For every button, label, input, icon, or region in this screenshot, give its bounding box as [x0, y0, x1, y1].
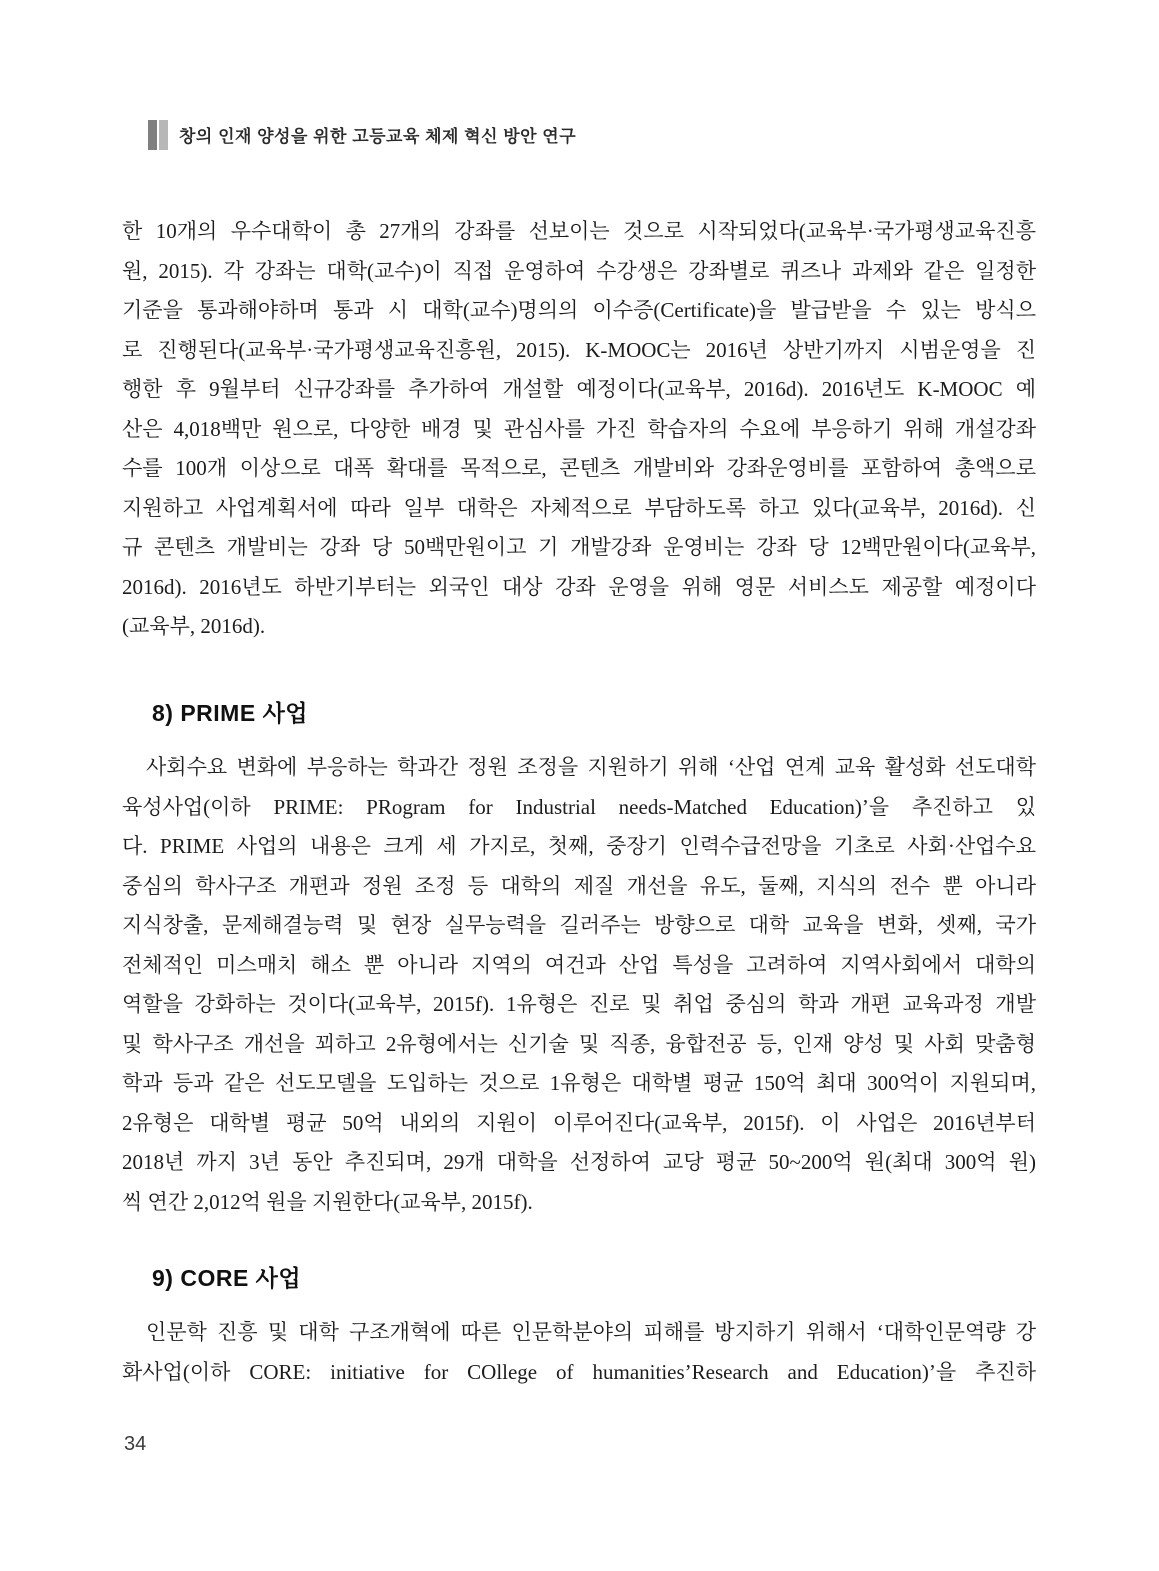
text-line: 사회수요 변화에 부응하는 학과간 정원 조정을 지원하기 위해 ‘산업 연계 교육 활성화 선도대학: [146, 755, 1036, 779]
paragraph-prime: [122, 748, 1036, 1222]
text-line: 중심의 학사구조 개편과 정원 조정 등 대학의 제질 개선을 유도, 둘째, 지식의 전수 뿐 아니라: [122, 873, 1036, 898]
text-line: 역할을 강화하는 것이다(교육부, 2015f). 1유형은 진로 및 취업 중심의 학과 개편 교육과정 개발: [122, 992, 1036, 1016]
section-heading-prime: 8) PRIME 사업: [152, 700, 309, 726]
text-line: 기준을 통과해야하며 통과 시 대학(교수)명의의 이수증(Certificate)을 발급받을 수 있는 방식으: [122, 298, 1036, 322]
paragraph-kmooc: [122, 212, 1036, 647]
page-header: [148, 119, 576, 150]
text-line: 전체적인 미스매치 해소 뿐 아니라 지역의 여건과 산업 특성을 고려하여 지역사회에서 대학의: [122, 952, 1036, 977]
text-line: 지식창출, 문제해결능력 및 현장 실무능력을 길러주는 방향으로 대학 교육을 변화, 셋째, 국가: [122, 913, 1036, 937]
page-footer: [124, 1433, 146, 1456]
text-line: 로 진행된다(교육부·국가평생교육진흥원, 2015). K-MOOC는 2016년 상반기까지 시범운영을 진: [122, 337, 1036, 362]
text-line: 다. PRIME 사업의 내용은 크게 세 가지로, 첫째, 중장기 인력수급전망을 기초로 사회·산업수요: [122, 834, 1036, 858]
text-line: 지원하고 사업계획서에 따라 일부 대학은 자체적으로 부담하도록 하고 있다(교육부, 2016d). 신: [122, 495, 1036, 520]
header-bar-icon-light: [159, 120, 168, 150]
text-line: 한 10개의 우수대학이 총 27개의 강좌를 선보이는 것으로 시작되었다(교육부·국가평생교육진흥: [122, 219, 1036, 243]
text-line: 산은 4,018백만 원으로, 다양한 배경 및 관심사를 가진 학습자의 수요에 부응하기 위해 개설강좌: [122, 416, 1036, 441]
text-line: 규 콘텐츠 개발비는 강좌 당 50백만원이고 기 개발강좌 운영비는 강좌 당 12백만원이다(교육부,: [122, 535, 1036, 559]
text-line: 2018년 까지 3년 동안 추진되며, 29개 대학을 선정하여 교당 평균 50~200억 원(최대 300억 원): [122, 1150, 1036, 1174]
text-line: 원, 2015). 각 강좌는 대학(교수)이 직접 운영하여 수강생은 강좌별로 퀴즈나 과제와 같은 일정한: [122, 258, 1036, 283]
text-line: 행한 후 9월부터 신규강좌를 추가하여 개설할 예정이다(교육부, 2016d). 2016년도 K-MOOC 예: [122, 377, 1036, 401]
page-number: 34: [124, 1433, 147, 1455]
text-line: 인문학 진흥 및 대학 구조개혁에 따른 인문학분야의 피해를 방지하기 위해서 ‘대학인문역량 강: [146, 1320, 1036, 1344]
text-line: 2016d). 2016년도 하반기부터는 외국인 대상 강좌 운영을 위해 영문 서비스도 제공할 예정이다: [122, 574, 1036, 599]
section-heading-core: 9) CORE 사업: [152, 1265, 302, 1291]
text-line: 및 학사구조 개선을 꾀하고 2유형에서는 신기술 및 직종, 융합전공 등, 인재 양성 및 사회 맞춤형: [122, 1031, 1036, 1056]
text-line: 화사업(이하 CORE: initiative for COllege of humanities’Research and Education)’을 추진하: [122, 1359, 1036, 1384]
header-bar-icon: [148, 120, 157, 150]
text-line: 2유형은 대학별 평균 50억 내외의 지원이 이루어진다(교육부, 2015f). 이 사업은 2016년부터: [122, 1110, 1036, 1135]
text-line: 육성사업(이하 PRIME: PRogram for Industrial needs-Matched Education)’을 추진하고 있: [122, 794, 1036, 819]
paragraph-core: [122, 1313, 1036, 1392]
text-line: (교육부, 2016d).: [122, 614, 266, 638]
text-line: 수를 100개 이상으로 대폭 확대를 목적으로, 콘텐츠 개발비와 강좌운영비를 포함하여 총액으로: [122, 456, 1036, 480]
running-head-title: 창의 인재 양성을 위한 고등교육 체제 혁신 방안 연구: [179, 127, 577, 146]
text-line: 학과 등과 같은 선도모델을 도입하는 것으로 1유형은 대학별 평균 150억 최대 300억이 지원되며,: [122, 1071, 1036, 1095]
text-line: 씩 연간 2,012억 원을 지원한다(교육부, 2015f).: [122, 1189, 533, 1214]
